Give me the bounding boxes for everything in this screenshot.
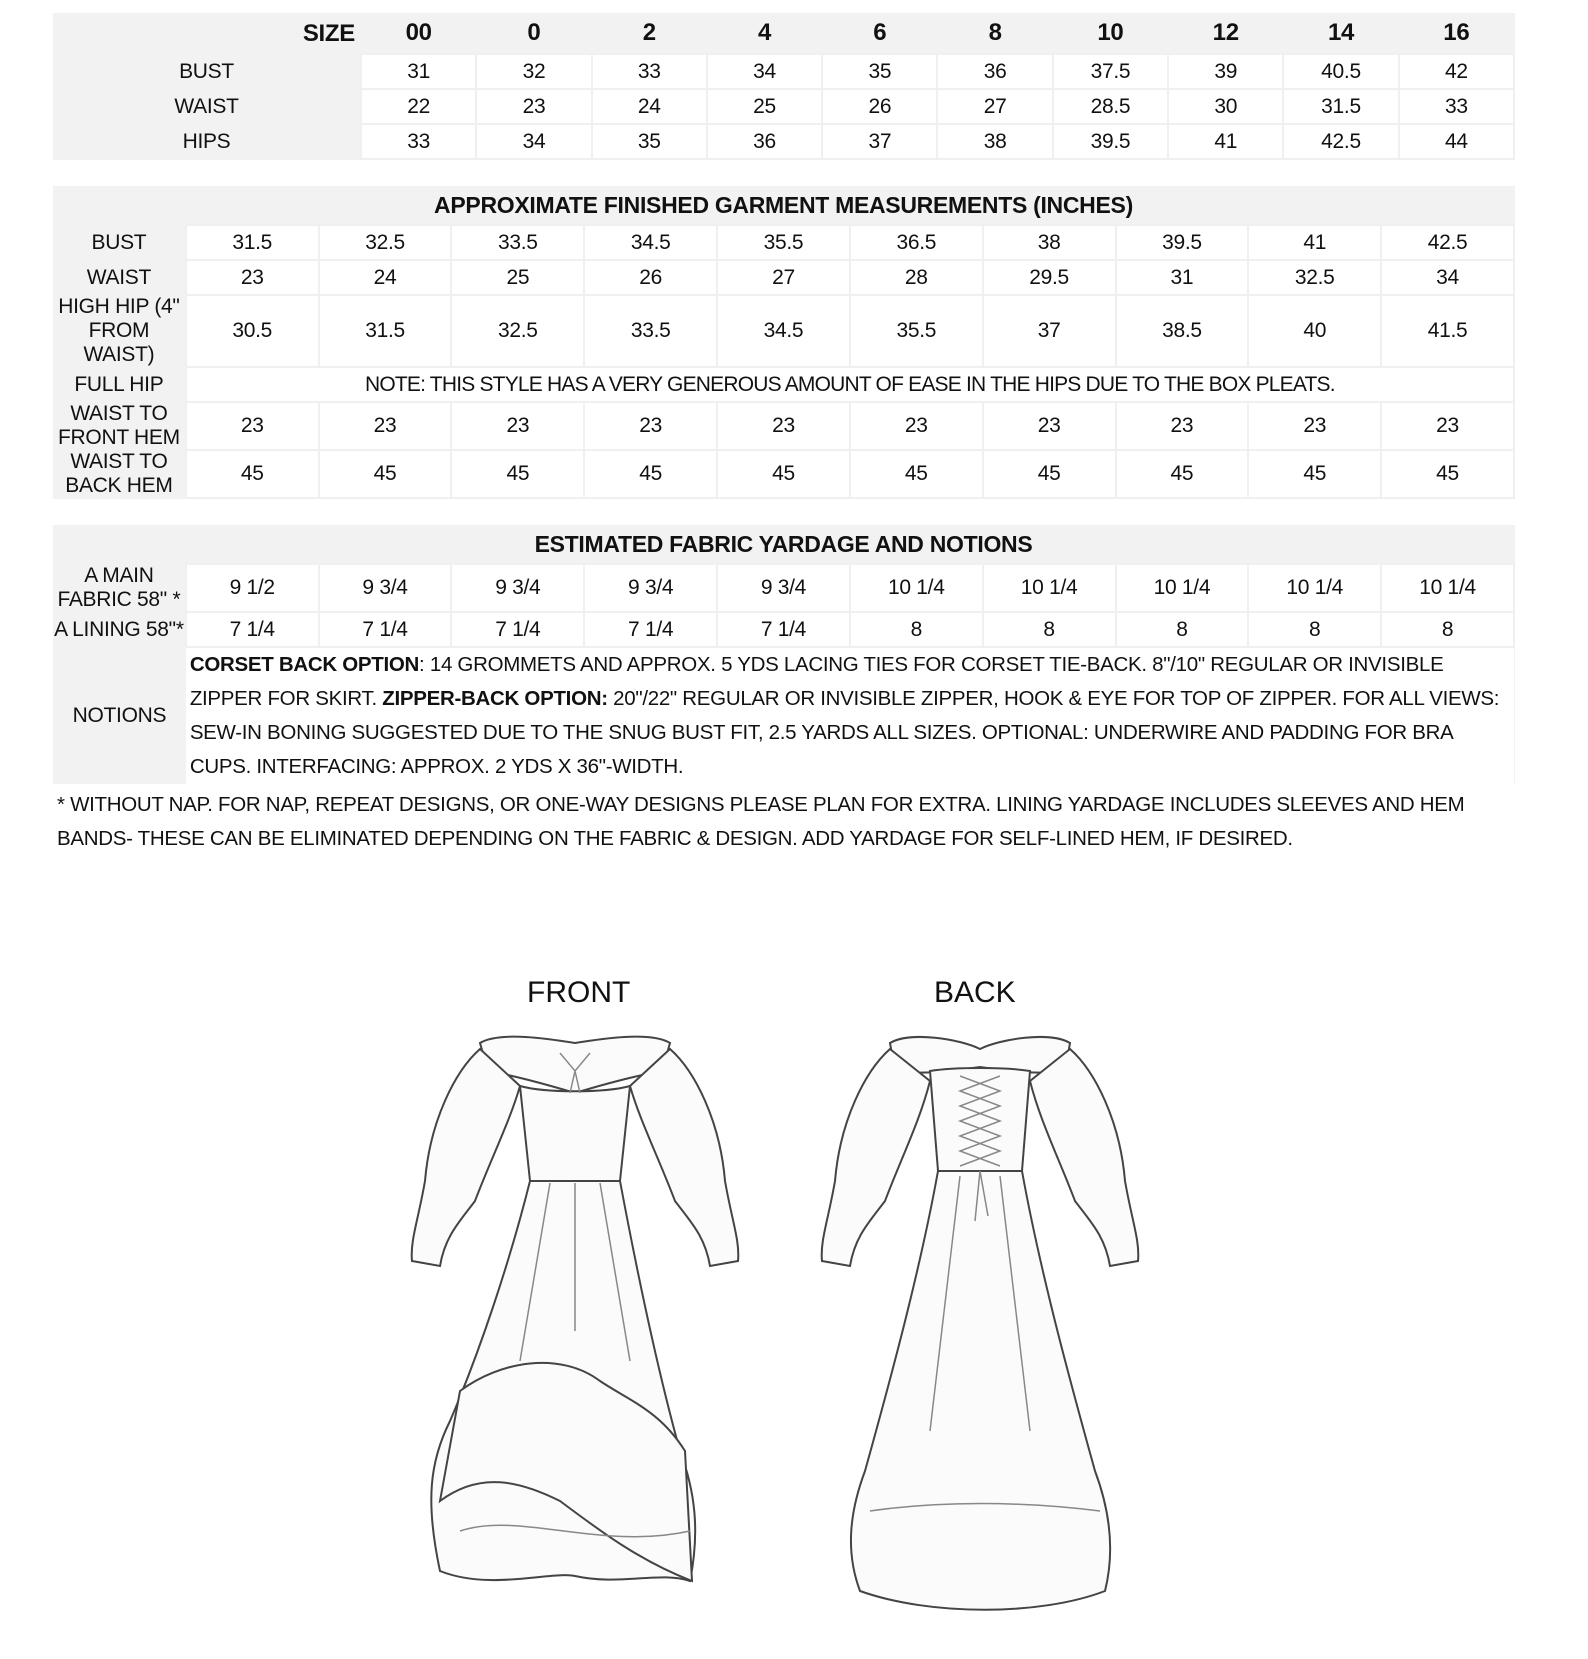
cell-value: 23 — [850, 402, 983, 450]
cell-value: 39.5 — [1053, 124, 1168, 159]
cell-value: 45 — [850, 450, 983, 498]
row-label: WAIST TO FRONT HEM — [53, 402, 186, 450]
footnote: * WITHOUT NAP. FOR NAP, REPEAT DESIGNS, OR ONE-WAY DESIGNS PLEASE PLAN FOR EXTRA. LINING YARDAGE INCLUDES SLEEVES AND HEM BANDS- THESE CAN BE ELIMINATED DEPENDING ON THE FABRIC & DESIGN. ADD YARDAGE FOR SELF-LINED HEM, IF DESIRED. — [57, 793, 1465, 850]
cell-value: 36 — [937, 54, 1052, 89]
cell-value: 36.5 — [850, 225, 983, 260]
cell-value: 23 — [451, 402, 584, 450]
cell-value: 31.5 — [186, 225, 319, 260]
cell-value: 33 — [1399, 89, 1514, 124]
cell-value: 29.5 — [983, 260, 1116, 295]
zipper-text: 20"/22" REGULAR OR INVISIBLE ZIPPER, HOOK & EYE FOR TOP OF ZIPPER. FOR ALL VIEWS: SEW-IN BONING SUGGESTED DUE TO THE SNUG BUST FIT, 2.5 YARDS ALL SIZES. OPTIONAL: UNDERWIRE AND PADDING FOR BRA CUPS. INTERFACING: APPROX. 2 YDS X 36"-WIDTH. — [189, 687, 1500, 778]
table-row — [53, 225, 1514, 260]
row-label: BUST — [53, 54, 361, 89]
table-row — [53, 367, 1514, 402]
cell-value: 34 — [707, 54, 822, 89]
cell-value: 40.5 — [1283, 54, 1398, 89]
cell-value: 38.5 — [1116, 295, 1249, 367]
cell-value: 37 — [822, 124, 937, 159]
cell-value: 27 — [937, 89, 1052, 124]
cell-value: 31.5 — [1283, 89, 1398, 124]
table-row — [53, 612, 1514, 647]
cell-value: 31 — [361, 54, 476, 89]
size-header-label: SIZE — [53, 13, 361, 54]
cell-value: 42 — [1399, 54, 1514, 89]
row-label: WAIST TO BACK HEM — [53, 450, 186, 498]
cell-value: 41 — [1168, 124, 1283, 159]
cell-value: 23 — [1116, 402, 1249, 450]
cell-value: 23 — [584, 402, 717, 450]
cell-value: 38 — [983, 225, 1116, 260]
cell-value: 8 — [1248, 612, 1381, 647]
cell-value: 32.5 — [319, 225, 452, 260]
notions-text — [186, 647, 1514, 784]
size-column-header: 14 — [1327, 19, 1355, 46]
cell-value: 9 3/4 — [584, 564, 717, 612]
cell-value: 23 — [717, 402, 850, 450]
cell-value: 45 — [451, 450, 584, 498]
cell-value: 45 — [1116, 450, 1249, 498]
cell-value: 34.5 — [584, 225, 717, 260]
table-row — [53, 124, 1514, 159]
yardage-notions-table — [53, 525, 1515, 784]
cell-value: 41 — [1248, 225, 1381, 260]
front-dress-illustration — [400, 1031, 750, 1631]
cell-value: 35.5 — [717, 225, 850, 260]
cell-value: 30.5 — [186, 295, 319, 367]
cell-value: 23 — [186, 260, 319, 295]
cell-value: 39 — [1168, 54, 1283, 89]
cell-value: 31 — [1116, 260, 1249, 295]
cell-value: 8 — [1381, 612, 1514, 647]
cell-value: 22 — [361, 89, 476, 124]
cell-value: 8 — [983, 612, 1116, 647]
table-row — [53, 525, 1514, 564]
cell-value: 45 — [319, 450, 452, 498]
cell-value: 28.5 — [1053, 89, 1168, 124]
cell-value: 23 — [476, 89, 591, 124]
cell-value: 45 — [584, 450, 717, 498]
cell-value: 10 1/4 — [850, 564, 983, 612]
cell-value: 9 3/4 — [319, 564, 452, 612]
views-section — [0, 856, 1588, 1576]
row-label: A LINING 58"* — [53, 612, 186, 647]
row-note: NOTE: THIS STYLE HAS A VERY GENEROUS AMOUNT OF EASE IN THE HIPS DUE TO THE BOX PLEATS. — [186, 367, 1514, 402]
cell-value: 23 — [319, 402, 452, 450]
table-row — [53, 295, 1514, 367]
cell-value: 42.5 — [1381, 225, 1514, 260]
cell-value: 42.5 — [1283, 124, 1398, 159]
cell-value: 10 1/4 — [983, 564, 1116, 612]
cell-value: 36 — [707, 124, 822, 159]
cell-value: 24 — [592, 89, 707, 124]
table-row — [53, 54, 1514, 89]
row-label: WAIST — [53, 260, 186, 295]
size-column-header: 16 — [1443, 19, 1470, 46]
cell-value: 35 — [592, 124, 707, 159]
size-column-header: 2 — [642, 19, 656, 46]
cell-value: 8 — [1116, 612, 1249, 647]
row-label: HIPS — [53, 124, 361, 159]
cell-value: 37.5 — [1053, 54, 1168, 89]
cell-value: 27 — [717, 260, 850, 295]
cell-value: 39.5 — [1116, 225, 1249, 260]
row-label: HIGH HIP (4" FROM WAIST) — [53, 295, 186, 367]
back-dress-illustration — [810, 1031, 1150, 1631]
cell-value: 33 — [592, 54, 707, 89]
cell-value: 7 1/4 — [186, 612, 319, 647]
cell-value: 7 1/4 — [584, 612, 717, 647]
size-column-header: 4 — [758, 19, 772, 46]
cell-value: 45 — [1248, 450, 1381, 498]
cell-value: 37 — [983, 295, 1116, 367]
cell-value: 25 — [451, 260, 584, 295]
cell-value: 10 1/4 — [1381, 564, 1514, 612]
cell-value: 30 — [1168, 89, 1283, 124]
table-row — [53, 186, 1514, 225]
row-label: FULL HIP — [53, 367, 186, 402]
cell-value: 41.5 — [1381, 295, 1514, 367]
finished-measurements-table — [53, 186, 1515, 499]
cell-value: 33 — [361, 124, 476, 159]
corset-text: : 14 GROMMETS AND APPROX. 5 YDS LACING TIES FOR CORSET TIE-BACK. 8"/10" REGULAR OR INVISIBLE ZIPPER FOR SKIRT. — [189, 653, 1444, 710]
cell-value: 45 — [186, 450, 319, 498]
cell-value: 7 1/4 — [451, 612, 584, 647]
cell-value: 34 — [1381, 260, 1514, 295]
cell-value: 26 — [584, 260, 717, 295]
cell-value: 9 3/4 — [717, 564, 850, 612]
cell-value: 23 — [983, 402, 1116, 450]
cell-value: 31.5 — [319, 295, 452, 367]
cell-value: 34.5 — [717, 295, 850, 367]
cell-value: 28 — [850, 260, 983, 295]
table-row — [53, 89, 1514, 124]
cell-value: 32.5 — [451, 295, 584, 367]
size-column-header: 12 — [1212, 19, 1239, 46]
cell-value: 45 — [717, 450, 850, 498]
cell-value: 38 — [937, 124, 1052, 159]
table-row — [53, 647, 1514, 784]
cell-value: 32 — [476, 54, 591, 89]
cell-value: 26 — [822, 89, 937, 124]
table-title: APPROXIMATE FINISHED GARMENT MEASUREMENTS (INCHES) — [434, 191, 1133, 218]
size-column-header: 00 — [405, 19, 432, 46]
cell-value: 10 1/4 — [1116, 564, 1249, 612]
cell-value: 45 — [983, 450, 1116, 498]
cell-value: 34 — [476, 124, 591, 159]
notions-label: NOTIONS — [53, 647, 186, 784]
table-row — [53, 260, 1514, 295]
cell-value: 23 — [1381, 402, 1514, 450]
size-column-header: 8 — [988, 19, 1002, 46]
body-measurements-table — [53, 13, 1515, 160]
size-column-header: 6 — [873, 19, 887, 46]
size-column-header: 0 — [527, 19, 541, 46]
cell-value: 9 3/4 — [451, 564, 584, 612]
table-row — [53, 564, 1514, 612]
cell-value: 9 1/2 — [186, 564, 319, 612]
cell-value: 8 — [850, 612, 983, 647]
cell-value: 7 1/4 — [319, 612, 452, 647]
cell-value: 40 — [1248, 295, 1381, 367]
cell-value: 35.5 — [850, 295, 983, 367]
front-view-label: FRONT — [527, 976, 631, 1009]
corset-heading: CORSET BACK OPTION — [189, 653, 420, 676]
cell-value: 32.5 — [1248, 260, 1381, 295]
cell-value: 33.5 — [451, 225, 584, 260]
cell-value: 7 1/4 — [717, 612, 850, 647]
cell-value: 35 — [822, 54, 937, 89]
cell-value: 24 — [319, 260, 452, 295]
cell-value: 45 — [1381, 450, 1514, 498]
row-label: BUST — [53, 225, 186, 260]
cell-value: 33.5 — [584, 295, 717, 367]
cell-value: 44 — [1399, 124, 1514, 159]
zipper-heading: ZIPPER-BACK OPTION: — [382, 687, 608, 710]
back-view-label: BACK — [934, 976, 1016, 1009]
cell-value: 23 — [186, 402, 319, 450]
row-label: WAIST — [53, 89, 361, 124]
cell-value: 10 1/4 — [1248, 564, 1381, 612]
size-column-header: 10 — [1097, 19, 1124, 46]
table-row — [53, 402, 1514, 450]
cell-value: 25 — [707, 89, 822, 124]
table-row — [53, 13, 1514, 54]
table-row — [53, 450, 1514, 498]
row-label: A MAIN FABRIC 58" * — [53, 564, 186, 612]
table-title: ESTIMATED FABRIC YARDAGE AND NOTIONS — [534, 530, 1033, 557]
cell-value: 23 — [1248, 402, 1381, 450]
